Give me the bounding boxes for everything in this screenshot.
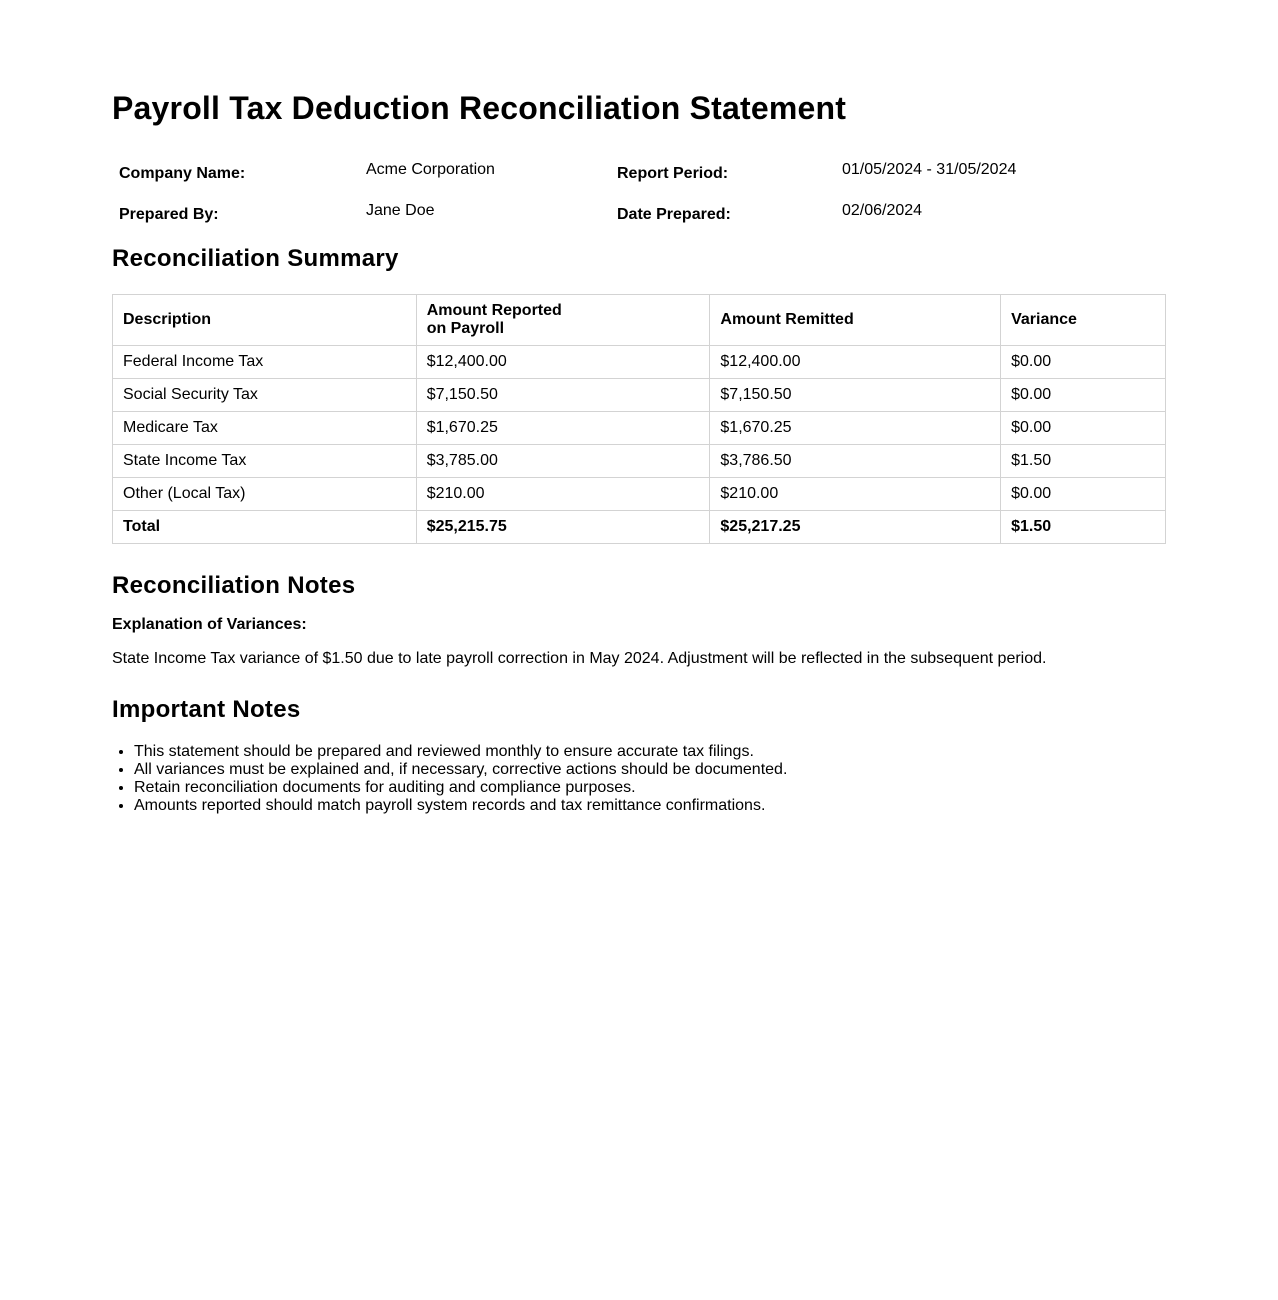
row-variance: $0.00 — [1001, 478, 1166, 511]
column-header-variance: Variance — [1001, 295, 1166, 346]
row-amount-reported: $210.00 — [416, 478, 710, 511]
explanation-text: State Income Tax variance of $1.50 due to late payroll correction in May 2024. Adjustment will be reflected in the subsequent period. — [112, 650, 1047, 667]
list-item: • Retain reconciliation documents for auditing and compliance purposes. — [134, 779, 1166, 797]
row-variance: $1.50 — [1001, 445, 1166, 478]
date-prepared-value: 02/06/2024 — [842, 202, 923, 219]
column-header-description: Description — [113, 295, 417, 346]
report-period-value: 01/05/2024 - 31/05/2024 — [842, 161, 1017, 178]
list-item: • This statement should be prepared and reviewed monthly to ensure accurate tax filings. — [134, 743, 1166, 761]
row-variance: $0.00 — [1001, 379, 1166, 412]
column-header-amount-reported-line2: on Payroll — [426, 320, 505, 337]
column-header-amount-reported-line1: Amount Reported — [426, 302, 562, 319]
document-title: Payroll Tax Deduction Reconciliation Statement — [112, 90, 847, 126]
row-description: State Income Tax — [113, 445, 417, 478]
row-variance: $0.00 — [1001, 346, 1166, 379]
important-notes-list — [112, 743, 1166, 815]
total-label: Total — [113, 511, 417, 544]
important-notes-heading: Important Notes — [112, 696, 301, 723]
row-variance: $0.00 — [1001, 412, 1166, 445]
total-amount-remitted: $25,217.25 — [710, 511, 1001, 544]
total-amount-reported: $25,215.75 — [416, 511, 710, 544]
row-description: Social Security Tax — [113, 379, 417, 412]
company-name-label: Company Name: — [119, 165, 246, 182]
table-row — [113, 445, 1166, 478]
summary-heading: Reconciliation Summary — [112, 245, 399, 272]
table-row — [113, 346, 1166, 379]
row-amount-remitted: $12,400.00 — [710, 346, 1001, 379]
date-prepared-label: Date Prepared: — [617, 206, 731, 223]
report-metadata — [112, 128, 1166, 238]
column-header-amount-reported — [416, 295, 710, 346]
total-row — [113, 511, 1166, 544]
table-row — [113, 478, 1166, 511]
prepared-by-label: Prepared By: — [119, 206, 219, 223]
table-header-row — [113, 295, 1166, 346]
reconciliation-notes-heading: Reconciliation Notes — [112, 572, 356, 599]
list-item: • All variances must be explained and, if necessary, corrective actions should be documented. — [134, 761, 1166, 779]
row-description: Other (Local Tax) — [113, 478, 417, 511]
report-period-label: Report Period: — [617, 165, 729, 182]
row-amount-remitted: $210.00 — [710, 478, 1001, 511]
row-description: Medicare Tax — [113, 412, 417, 445]
row-amount-reported: $12,400.00 — [416, 346, 710, 379]
row-amount-remitted: $3,786.50 — [710, 445, 1001, 478]
row-amount-remitted: $7,150.50 — [710, 379, 1001, 412]
company-name-value: Acme Corporation — [366, 161, 495, 178]
prepared-by-value: Jane Doe — [366, 202, 435, 219]
row-description: Federal Income Tax — [113, 346, 417, 379]
column-header-amount-remitted: Amount Remitted — [710, 295, 1001, 346]
list-item: • Amounts reported should match payroll system records and tax remittance confirmations. — [134, 797, 1166, 815]
row-amount-reported: $1,670.25 — [416, 412, 710, 445]
row-amount-reported: $3,785.00 — [416, 445, 710, 478]
total-variance: $1.50 — [1001, 511, 1166, 544]
reconciliation-summary-table — [112, 294, 1166, 544]
explanation-label: Explanation of Variances: — [112, 616, 307, 633]
row-amount-remitted: $1,670.25 — [710, 412, 1001, 445]
row-amount-reported: $7,150.50 — [416, 379, 710, 412]
table-row — [113, 412, 1166, 445]
table-row — [113, 379, 1166, 412]
